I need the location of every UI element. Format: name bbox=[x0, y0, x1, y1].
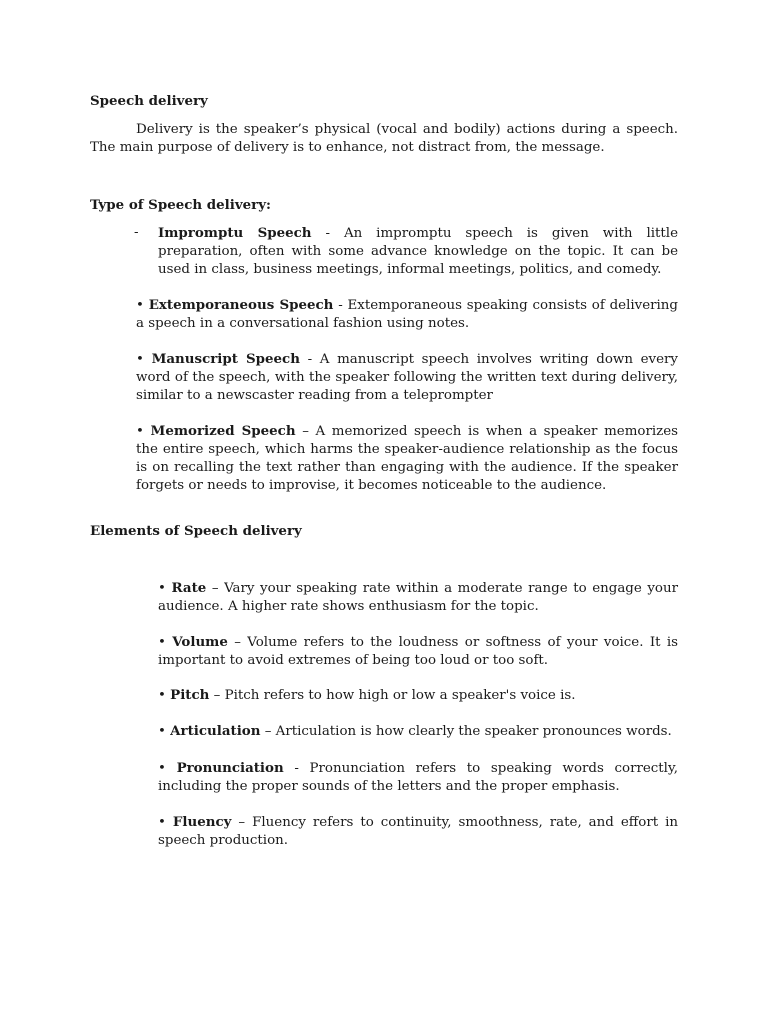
type-item-impromptu bbox=[134, 224, 678, 279]
element-item-articulation bbox=[158, 722, 678, 741]
type-item-manuscript bbox=[136, 350, 678, 405]
element-item-rate bbox=[158, 579, 678, 616]
element-description: – Fluency refers to continuity, smoothness, rate, and effort in speech production. bbox=[158, 815, 679, 848]
type-description: - Extemporaneous speaking consists of delivering a speech in a conversational fashion using notes. bbox=[136, 298, 678, 331]
element-description: – Volume refers to the loudness or softness of your voice. It is important to avoid extremes of being too loud or too soft. bbox=[158, 635, 679, 668]
type-description: - An impromptu speech is given with little preparation, often with some advance knowledge on the topic. It can be used in class, business meetings, informal meetings, politics, and comedy. bbox=[158, 226, 679, 277]
document-title: Speech delivery bbox=[90, 93, 208, 109]
element-item-fluency bbox=[158, 813, 678, 850]
element-term: Rate bbox=[171, 580, 207, 596]
type-item-extemporaneous bbox=[136, 296, 678, 333]
types-heading: Type of Speech delivery: bbox=[90, 197, 271, 213]
type-term: Impromptu Speech bbox=[158, 225, 312, 241]
list-marker: - bbox=[134, 225, 139, 240]
type-term: Memorized Speech bbox=[150, 423, 296, 439]
bullet-marker: • bbox=[136, 298, 149, 313]
element-description: - Pronunciation refers to speaking words correctly, including the proper sounds of the letters and the proper emphasis. bbox=[158, 761, 678, 794]
element-term: Articulation bbox=[170, 723, 261, 739]
bullet-marker: • bbox=[158, 581, 172, 596]
element-item-volume bbox=[158, 633, 678, 670]
element-item-pronunciation bbox=[158, 759, 678, 796]
intro-paragraph: Delivery is the speaker’s physical (vocal and bodily) actions during a speech. The main purpose of delivery is to enhance, not distract from, the message. bbox=[90, 122, 678, 155]
type-item-memorized bbox=[136, 422, 678, 495]
bullet-marker: • bbox=[158, 761, 177, 776]
element-description: – Pitch refers to how high or low a speaker's voice is. bbox=[209, 688, 576, 703]
element-description: – Articulation is how clearly the speaker pronounces words. bbox=[260, 724, 672, 739]
bullet-marker: • bbox=[158, 815, 173, 830]
bullet-marker: • bbox=[158, 724, 171, 739]
elements-heading: Elements of Speech delivery bbox=[90, 523, 302, 539]
element-term: Volume bbox=[172, 634, 228, 650]
bullet-marker: • bbox=[136, 424, 151, 439]
element-term: Pitch bbox=[170, 687, 210, 703]
type-item-body bbox=[158, 224, 678, 279]
element-description: – Vary your speaking rate within a moderate range to engage your audience. A higher rate shows enthusiasm for the topic. bbox=[158, 581, 678, 614]
element-term: Pronunciation bbox=[176, 760, 284, 776]
type-description: – A memorized speech is when a speaker memorizes the entire speech, which harms the speaker-audience relationship as the focus is on recalling the text rather than engaging with the audience. If the speaker forgets or needs to improvise, it becomes noticeable to the audience. bbox=[136, 424, 678, 493]
element-term: Fluency bbox=[172, 814, 232, 830]
type-term: Manuscript Speech bbox=[151, 351, 300, 367]
bullet-marker: • bbox=[158, 688, 171, 703]
bullet-marker: • bbox=[158, 635, 173, 650]
element-item-pitch bbox=[158, 686, 678, 705]
type-term: Extemporaneous Speech bbox=[148, 297, 334, 313]
bullet-marker: • bbox=[136, 352, 152, 367]
type-description: - A manuscript speech involves writing down every word of the speech, with the speaker following the written text during delivery, similar to a newscaster reading from a teleprompter bbox=[136, 352, 678, 403]
